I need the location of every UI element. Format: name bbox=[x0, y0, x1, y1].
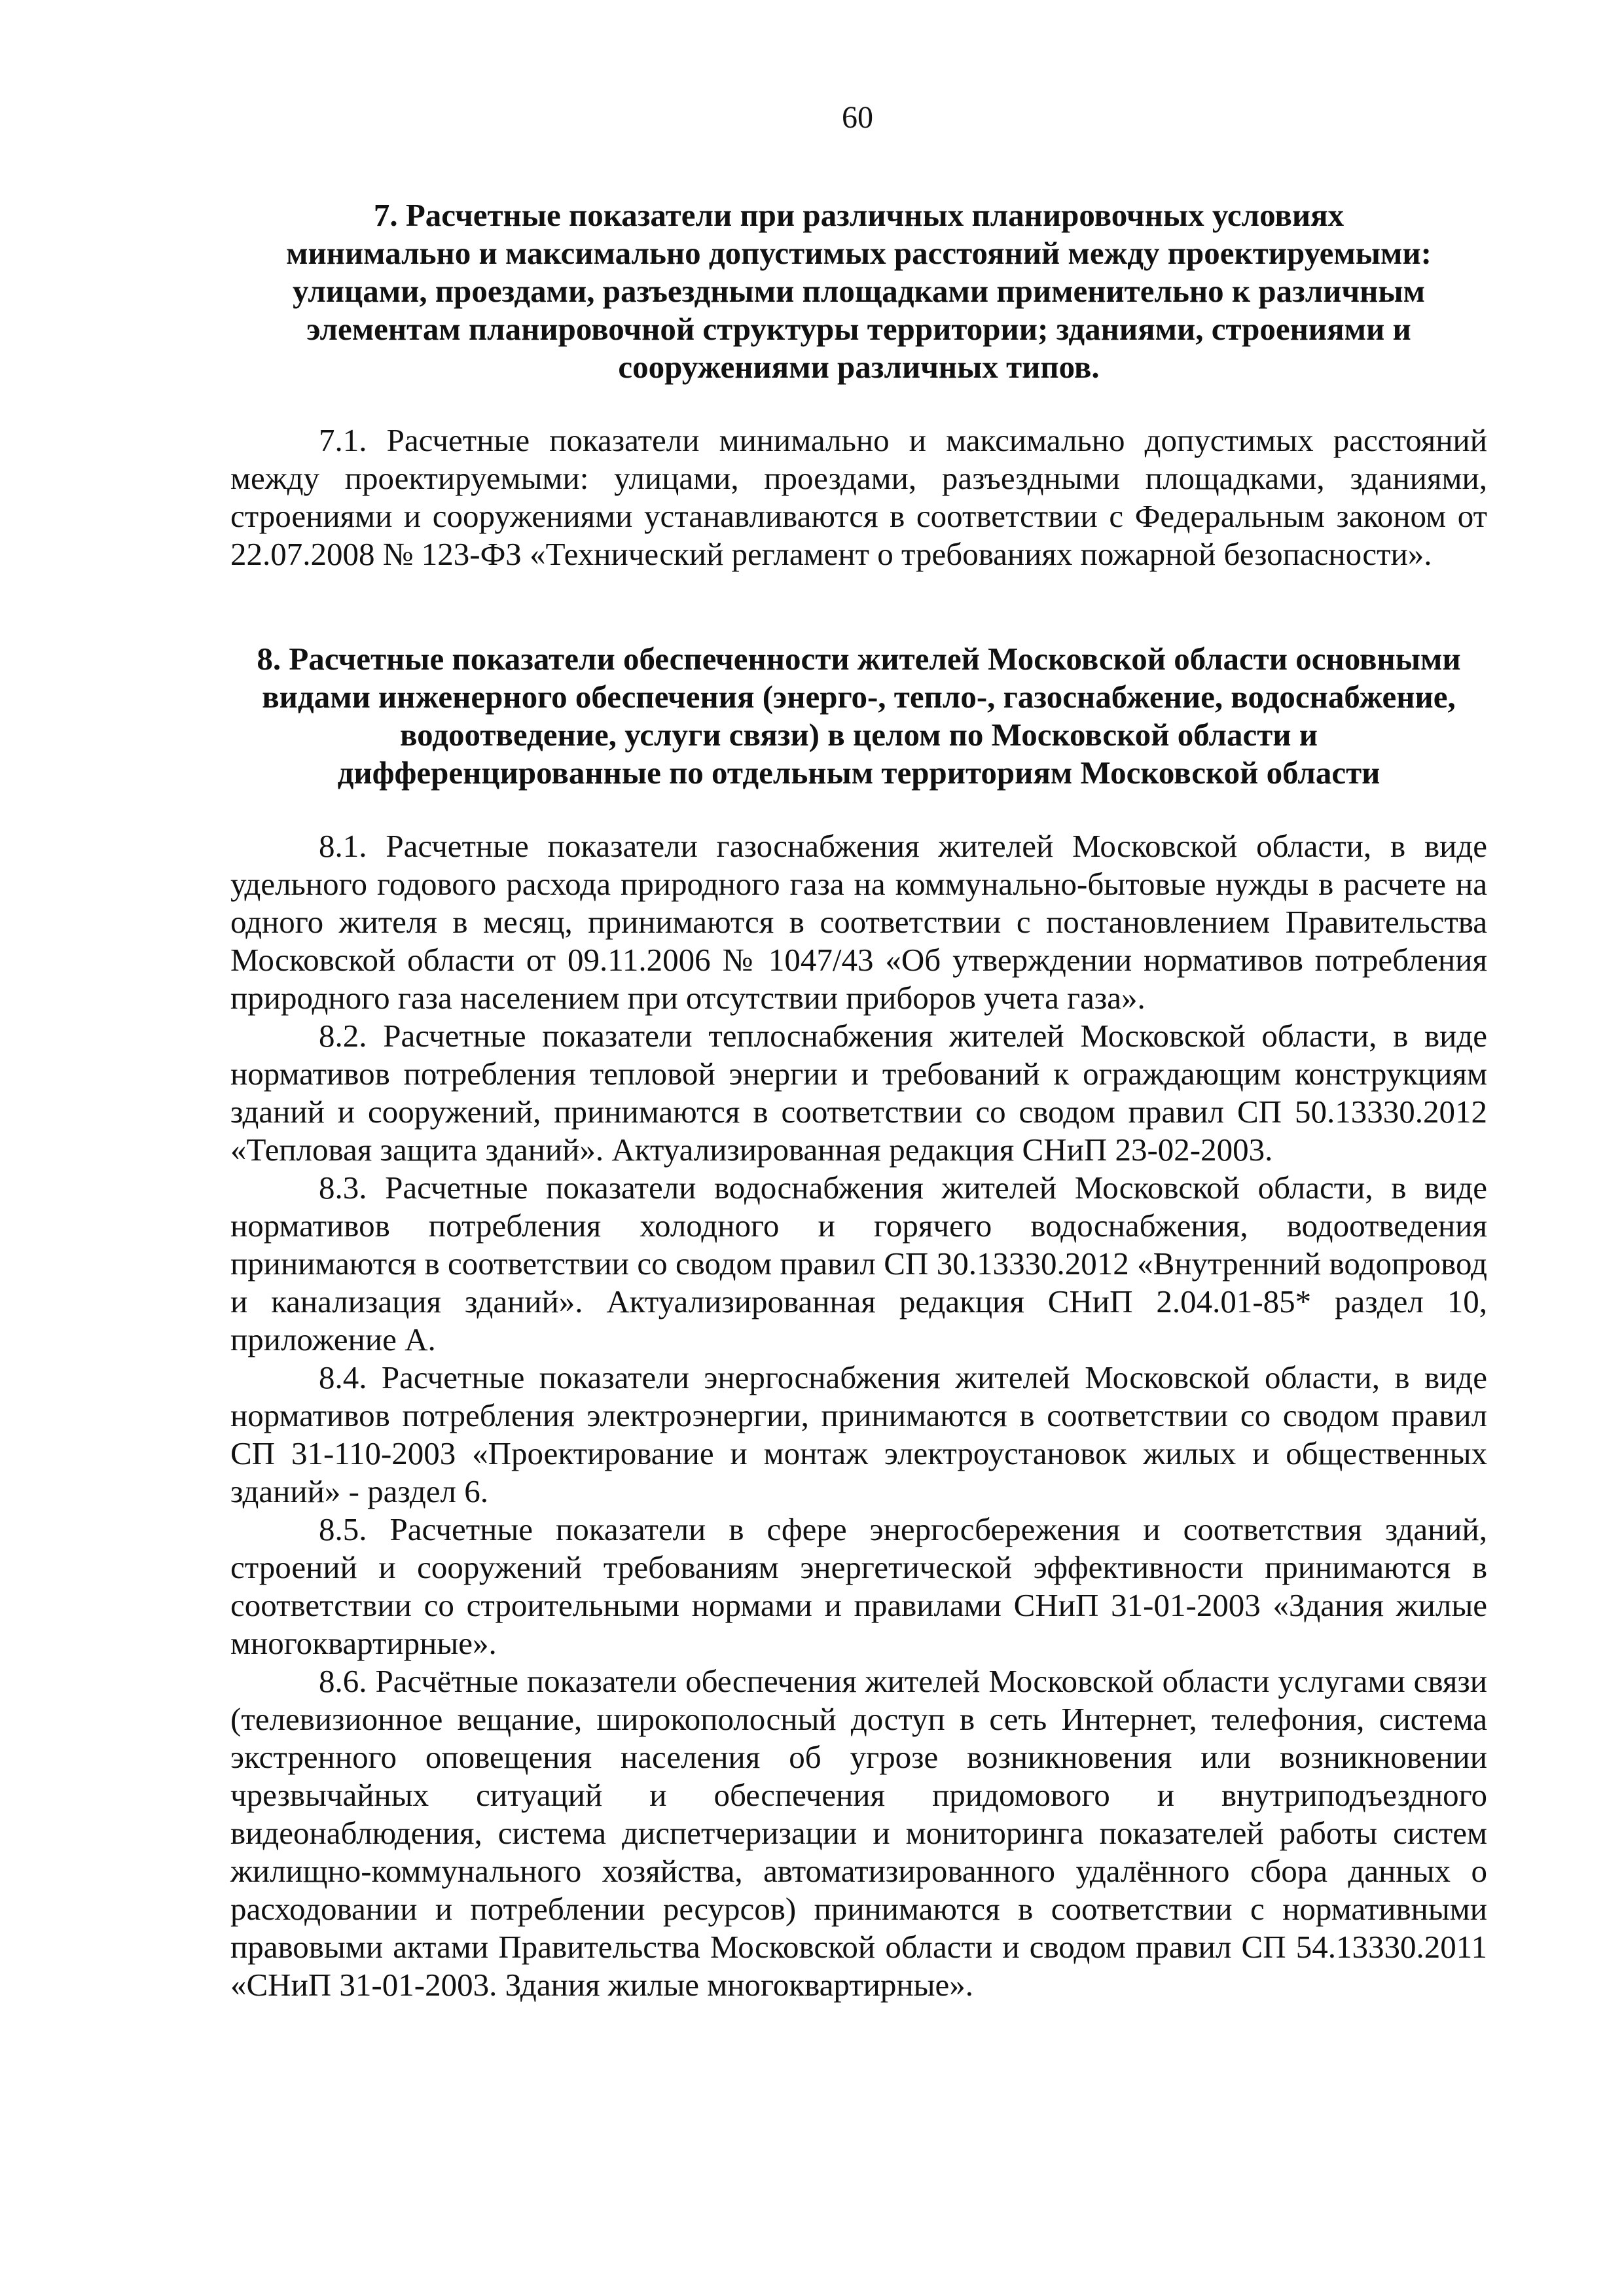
paragraph-8-3: 8.3. Расчетные показатели водоснабжения жителей Московской области, в виде нормативов потребления холодного и горячего водоснабжения, водоотведения принимаются в соответствии со сводом правил СП 30.13330.2012 «Внутренний водопровод и канализация зданий». Актуализированная редакция СНиП 2.04.01-85* раздел 10, приложение А. bbox=[230, 1170, 1487, 1357]
section-7-heading-line: сооружениями различных типов. bbox=[618, 349, 1100, 385]
paragraph-8-4: 8.4. Расчетные показатели энергоснабжения жителей Московской области, в виде нормативов потребления электроэнергии, принимаются в соответствии со сводом правил СП 31-110-2003 «Проектирование и монтаж электроустановок жилых и общественных зданий» - раздел 6. bbox=[230, 1359, 1487, 1509]
paragraph-8-1: 8.1. Расчетные показатели газоснабжения жителей Московской области, в виде удельного годового расхода природного газа на коммунально-бытовые нужды в расчете на одного жителя в месяц, принимаются в соответствии с постановлением Правительства Московской области от 09.11.2006 № 1047/43 «Об утверждении нормативов потребления природного газа населением при отсутствии приборов учета газа». bbox=[230, 828, 1487, 1016]
section-8-heading-line: водоотведение, услуги связи) в целом по Московской области и bbox=[399, 717, 1318, 753]
paragraph-8-5: 8.5. Расчетные показатели в сфере энергосбережения и соответствия зданий, строений и сооружений требованиям энергетической эффективности принимаются в соответствии со строительными нормами и правилами СНиП 31-01-2003 «Здания жилые многоквартирные». bbox=[230, 1511, 1487, 1661]
document-body bbox=[230, 196, 1487, 2004]
section-8-heading-line: 8. Расчетные показатели обеспеченности жителей Московской области основными bbox=[257, 641, 1461, 677]
paragraph-8-6: 8.6. Расчётные показатели обеспечения жителей Московской области услугами связи (телевизионное вещание, широкополосный доступ в сеть Интернет, телефония, система экстренного оповещения населения об угрозе возникновения или возникновении чрезвычайных ситуаций и обеспечения придомового и внутриподъездного видеонаблюдения, система диспетчеризации и мониторинга показателей работы систем жилищно-коммунального хозяйства, автоматизированного удалённого сбора данных о расходовании и потреблении ресурсов) принимаются в соответствии с нормативными правовыми актами Правительства Московской области и сводом правил СП 54.13330.2011 «СНиП 31-01-2003. Здания жилые многоквартирные». bbox=[230, 1663, 1487, 2003]
section-7-heading-line: улицами, проездами, разъездными площадками применительно к различным bbox=[292, 273, 1426, 309]
paragraph-8-2: 8.2. Расчетные показатели теплоснабжения жителей Московской области, в виде нормативов потребления тепловой энергии и требований к ограждающим конструкциям зданий и сооружений, принимаются в соответствии со сводом правил СП 50.13330.2012 «Тепловая защита зданий». Актуализированная редакция СНиП 23-02-2003. bbox=[230, 1018, 1487, 1168]
section-7-heading bbox=[230, 196, 1487, 386]
section-7-heading-line: элементам планировочной структуры территории; зданиями, строениями и bbox=[306, 311, 1411, 347]
section-8-heading-line: дифференцированные по отдельным территориям Московской области bbox=[337, 755, 1380, 791]
section-8-heading bbox=[230, 640, 1487, 792]
paragraph-7-1: 7.1. Расчетные показатели минимально и максимально допустимых расстояний между проектируемыми: улицами, проездами, разъездными площадками, зданиями, строениями и сооружениями устанавливаются в соответствии с Федеральным законом от 22.07.2008 № 123-ФЗ «Технический регламент о требованиях пожарной безопасности». bbox=[230, 422, 1487, 572]
section-7-heading-line: минимально и максимально допустимых расстояний между проектируемыми: bbox=[286, 235, 1432, 271]
page-number: 60 bbox=[842, 100, 873, 135]
section-7-heading-line: 7. Расчетные показатели при различных планировочных условиях bbox=[373, 197, 1344, 233]
section-8-heading-line: видами инженерного обеспечения (энерго-, тепло-, газоснабжение, водоснабжение, bbox=[262, 679, 1456, 715]
